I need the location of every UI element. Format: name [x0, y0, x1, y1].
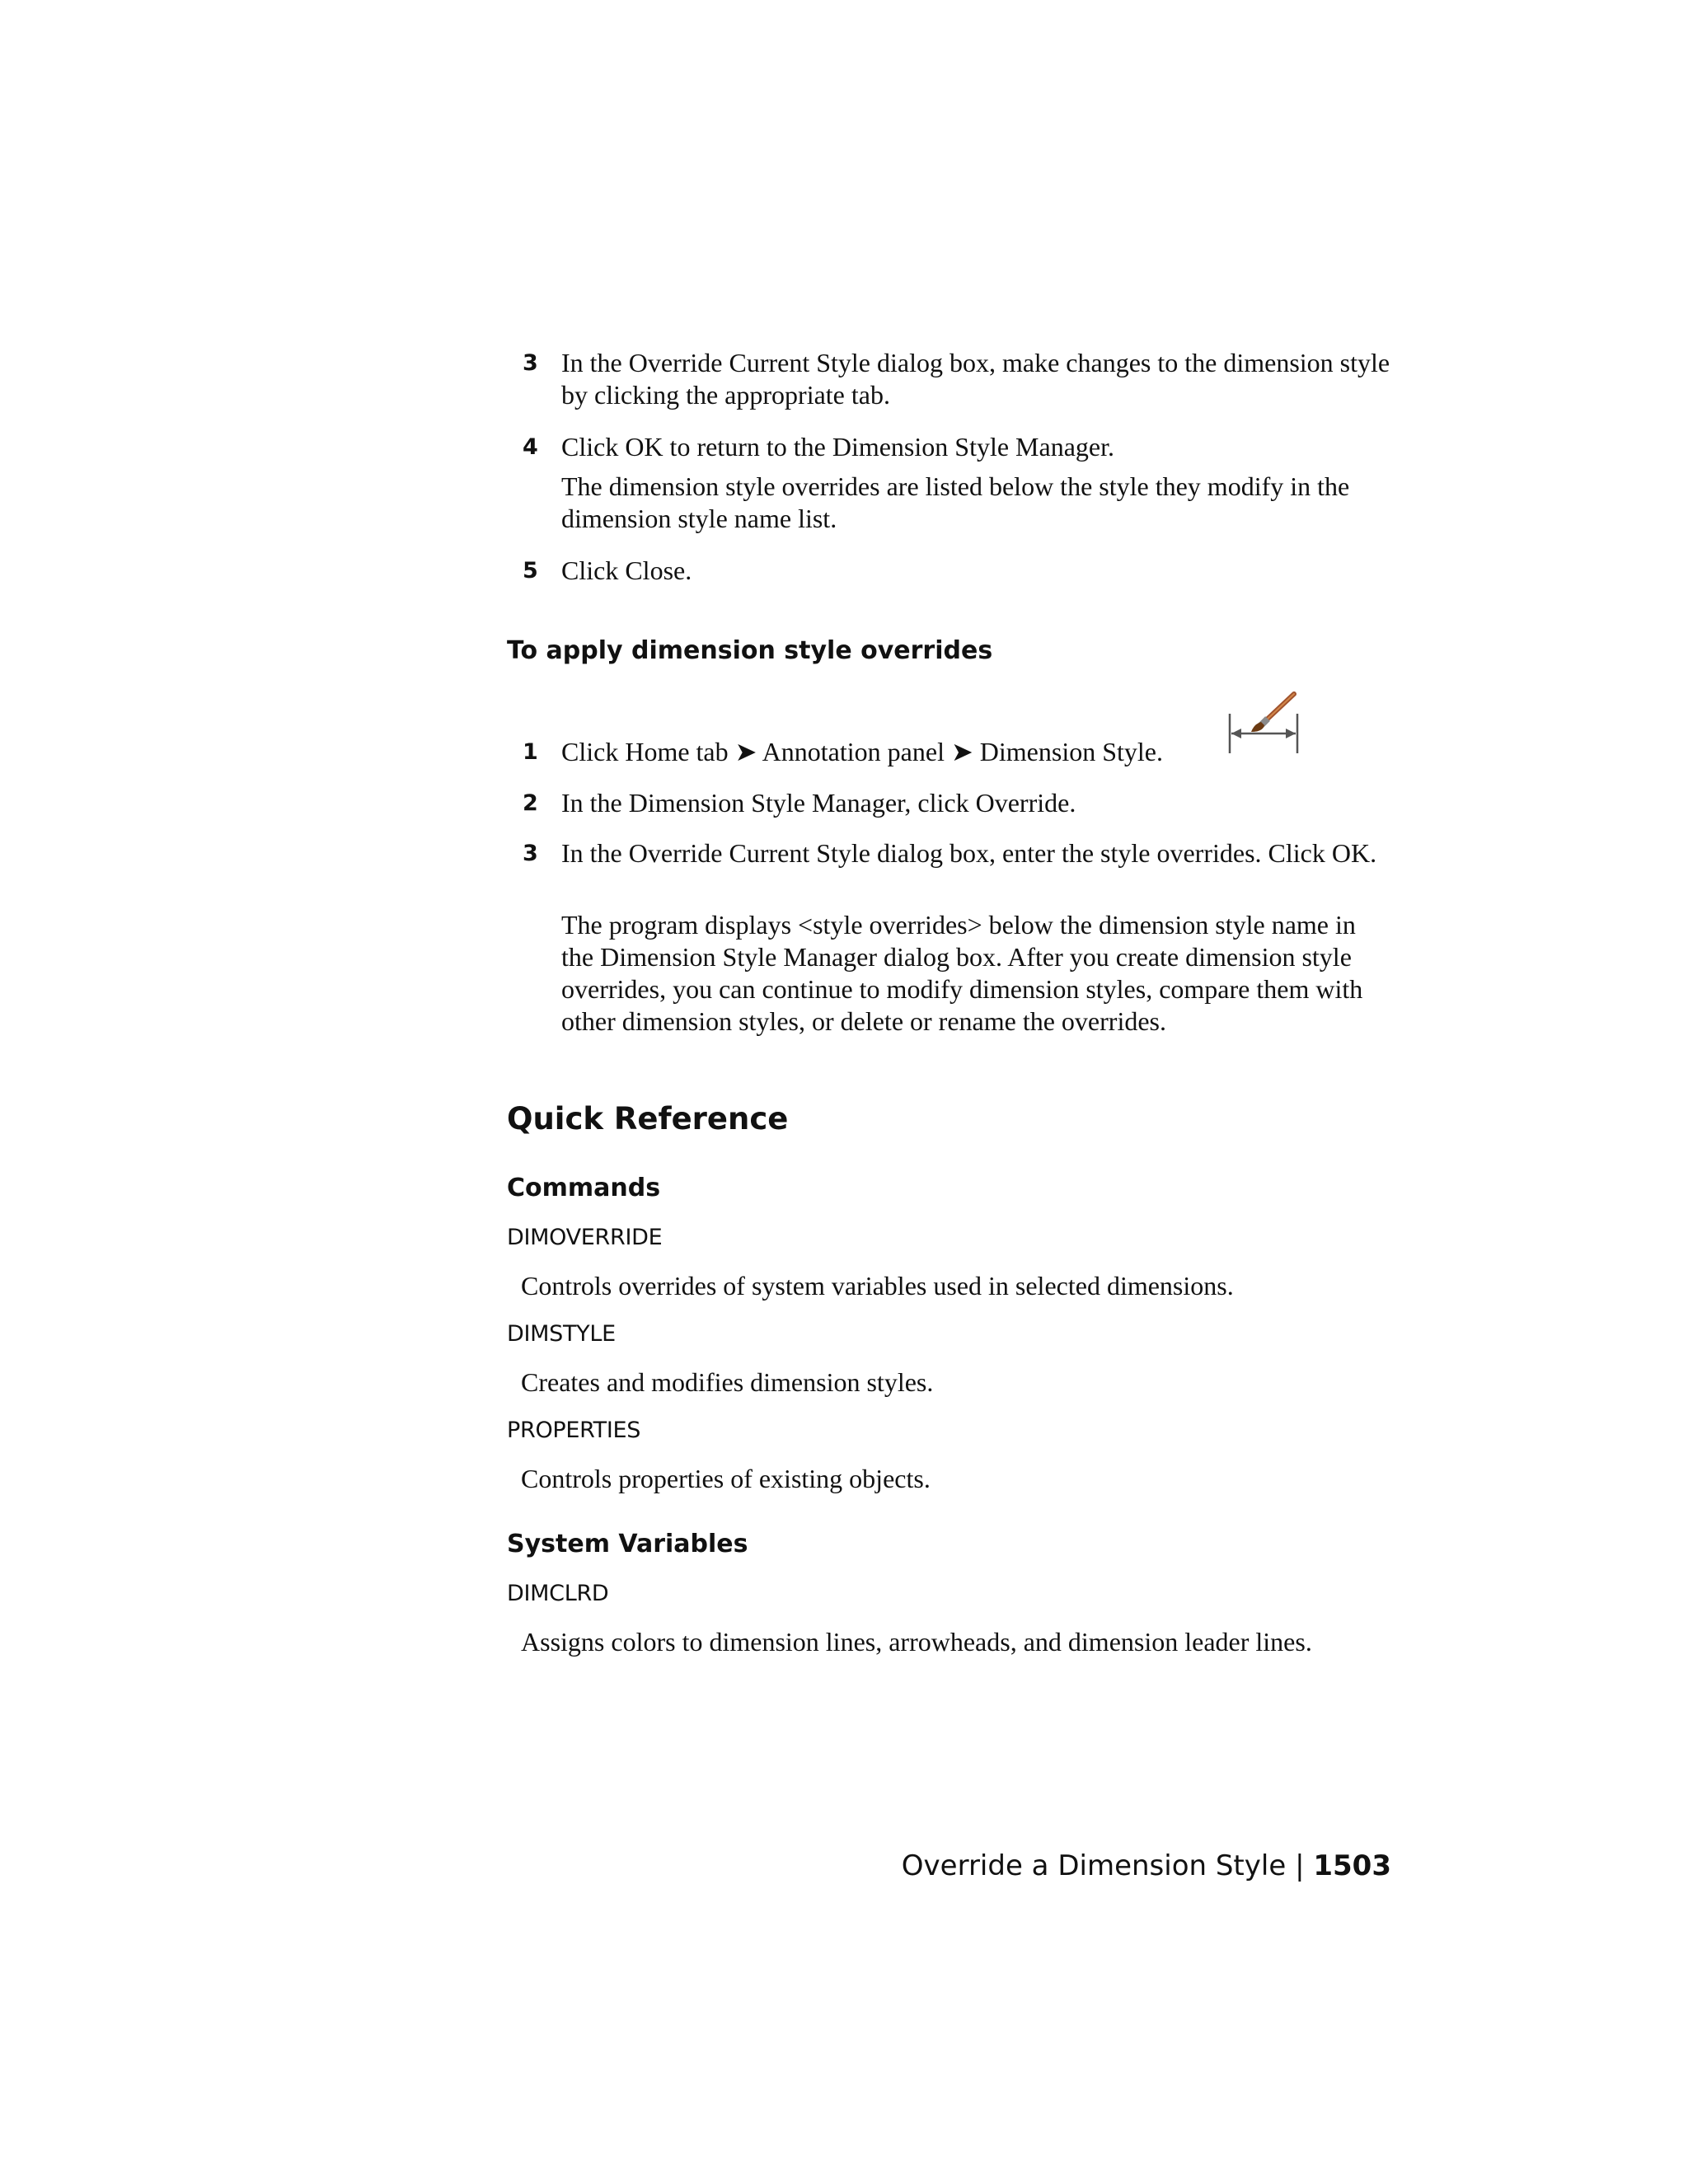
- footer-separator: |: [1295, 1849, 1305, 1882]
- procedure-heading: To apply dimension style overrides: [507, 636, 993, 665]
- dimension-style-icon: [1226, 691, 1301, 757]
- step-number: 2: [523, 790, 538, 816]
- step-text: In the Dimension Style Manager, click Override.: [561, 788, 1076, 818]
- step-number: 4: [523, 434, 538, 460]
- command-description: Controls overrides of system variables used in selected dimensions.: [521, 1271, 1234, 1301]
- command-description: Controls properties of existing objects.: [521, 1464, 931, 1493]
- command-name: DIMOVERRIDE: [507, 1225, 663, 1250]
- command-name: DIMSTYLE: [507, 1321, 616, 1347]
- command-name: PROPERTIES: [507, 1418, 641, 1443]
- step-number: 3: [523, 350, 538, 376]
- step-text: Click Close.: [561, 555, 692, 585]
- step-number: 5: [523, 558, 538, 583]
- step-number: 3: [523, 841, 538, 866]
- command-description: Creates and modifies dimension styles.: [521, 1367, 934, 1397]
- system-variables-heading: System Variables: [507, 1530, 748, 1558]
- step-number: 1: [523, 739, 538, 765]
- page-number: 1503: [1313, 1849, 1391, 1882]
- commands-heading: Commands: [507, 1174, 661, 1202]
- footer-section-title: Override a Dimension Style: [901, 1849, 1287, 1882]
- sysvar-description: Assigns colors to dimension lines, arrowheads, and dimension leader lines.: [521, 1627, 1312, 1657]
- step-text: Click OK to return to the Dimension Style Manager.: [561, 432, 1114, 462]
- page-footer: [742, 1848, 1391, 1884]
- step-note: The dimension style overrides are listed below the style they modify in the dimension style name list.: [561, 471, 1350, 533]
- quick-reference-heading: Quick Reference: [507, 1101, 789, 1137]
- step-text: In the Override Current Style dialog box, make changes to the dimension style by clicking the appropriate tab.: [561, 348, 1390, 410]
- step-text: In the Override Current Style dialog box, enter the style overrides. Click OK.: [561, 838, 1377, 868]
- sysvar-name: DIMCLRD: [507, 1581, 609, 1606]
- step-note: The program displays <style overrides> below the dimension style name in the Dimension Style Manager dialog box. After you create dimension style overrides, you can continue to modify dimension styles, compare them with other dimension styles, or delete or rename the overrides.: [561, 910, 1363, 1036]
- step-text: Click Home tab ➤ Annotation panel ➤ Dimension Style.: [561, 737, 1163, 766]
